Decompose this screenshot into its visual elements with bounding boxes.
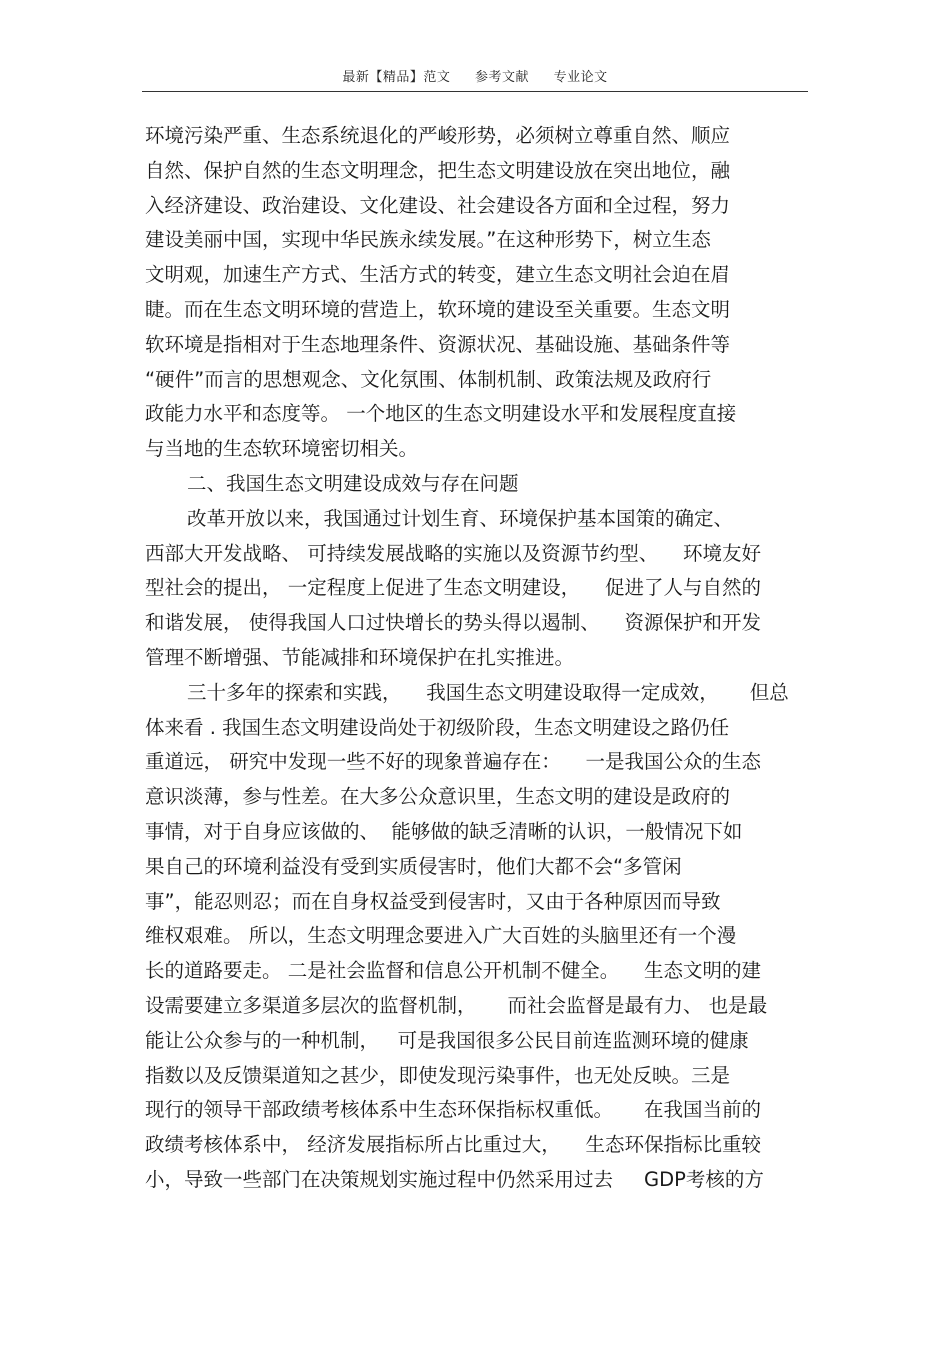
text-line: 能让公众参与的一种机制， 可是我国很多公民目前连监测环境的健康 [145, 1028, 749, 1052]
text-line: 西部大开发战略、 可持续发展战略的实施以及资源节约型、 环境友好 [145, 541, 761, 565]
text-line: 现行的领导干部政绩考核体系中生态环保指标权重低。 在我国当前的 [145, 1098, 761, 1122]
header-item-cankao: 参考文献 [474, 70, 529, 85]
text-line: 与当地的生态软环境密切相关。 [145, 437, 419, 461]
text-line: 软环境是指相对于生态地理条件、资源状况、基础设施、基础条件等 [145, 332, 731, 356]
page-header [0, 66, 950, 85]
text-line: 长的道路要走。 二是社会监督和信息公开机制不健全。 生态文明的建 [145, 959, 761, 983]
text-line: 意识淡薄，参与性差。在大多公众意识里，生态文明的建设是政府的 [145, 785, 731, 809]
text-line: 管理不断增强、节能减排和环境保护在扎实推进。 [145, 645, 575, 669]
header-divider [142, 91, 808, 92]
text-line: 小，导致一些部门在决策规划实施过程中仍然采用过去 GDP考核的方 [145, 1167, 764, 1191]
text-line: 建设美丽中国，实现中华民族永续发展。”在这种形势下，树立生态 [145, 228, 711, 252]
text-line: 三十多年的探索和实践， 我国生态文明建设取得一定成效， 但总 [187, 680, 789, 704]
text-line: 重道远， 研究中发现一些不好的现象普遍存在： 一是我国公众的生态 [145, 750, 761, 774]
text-line: 事情，对于自身应该做的、 能够做的缺乏清晰的认识，一般情况下如 [145, 819, 743, 843]
text-line: 文明观，加速生产方式、生活方式的转变，建立生态文明社会迫在眉 [145, 263, 731, 287]
text-line: 型社会的提出， 一定程度上促进了生态文明建设， 促进了人与自然的 [145, 576, 761, 600]
text-line: 指数以及反馈渠道知之甚少，即使发现污染事件，也无处反映。三是 [145, 1063, 731, 1087]
text-line: 改革开放以来，我国通过计划生育、环境保护基本国策的确定、 [187, 506, 734, 530]
text-line: 二、我国生态文明建设成效与存在问题 [187, 471, 519, 495]
text-line: 政绩考核体系中， 经济发展指标所占比重过大， 生态环保指标比重较 [145, 1133, 761, 1157]
text-line: 果自己的环境利益没有受到实质侵害时，他们大都不会“多管闲 [145, 854, 682, 878]
text-line: 自然、保护自然的生态文明理念，把生态文明建设放在突出地位，融 [145, 158, 731, 182]
text-line: 环境污染严重、生态系统退化的严峻形势，必须树立尊重自然、顺应 [145, 124, 731, 147]
text-line: 睫。而在生态文明环境的营造上，软环境的建设至关重要。生态文明 [145, 297, 731, 321]
header-item-lunwen: 专业论文 [553, 70, 608, 85]
text-line: 维权艰难。 所以，生态文明理念要进入广大百姓的头脑里还有一个漫 [145, 924, 737, 948]
text-line: 设需要建立多渠道多层次的监督机制， 而社会监督是最有力、 也是最 [145, 993, 768, 1017]
text-line: 体来看 . 我国生态文明建设尚处于初级阶段，生态文明建设之路仍任 [145, 715, 730, 739]
text-line: “硬件”而言的思想观念、文化氛围、体制机制、政策法规及政府行 [145, 367, 712, 391]
document-body [145, 119, 805, 1198]
text-line: 入经济建设、政治建设、文化建设、社会建设各方面和全过程，努力 [145, 193, 731, 217]
text-line: 政能力水平和态度等。 一个地区的生态文明建设水平和发展程度直接 [145, 402, 737, 426]
text-line: 事”，能忍则忍；而在自身权益受到侵害时，又由于各种原因而导致 [145, 889, 721, 913]
text-line: 和谐发展， 使得我国人口过快增长的势头得以遏制、 资源保护和开发 [145, 611, 761, 635]
header-item-fanwen: 最新【精品】范文 [342, 70, 451, 85]
